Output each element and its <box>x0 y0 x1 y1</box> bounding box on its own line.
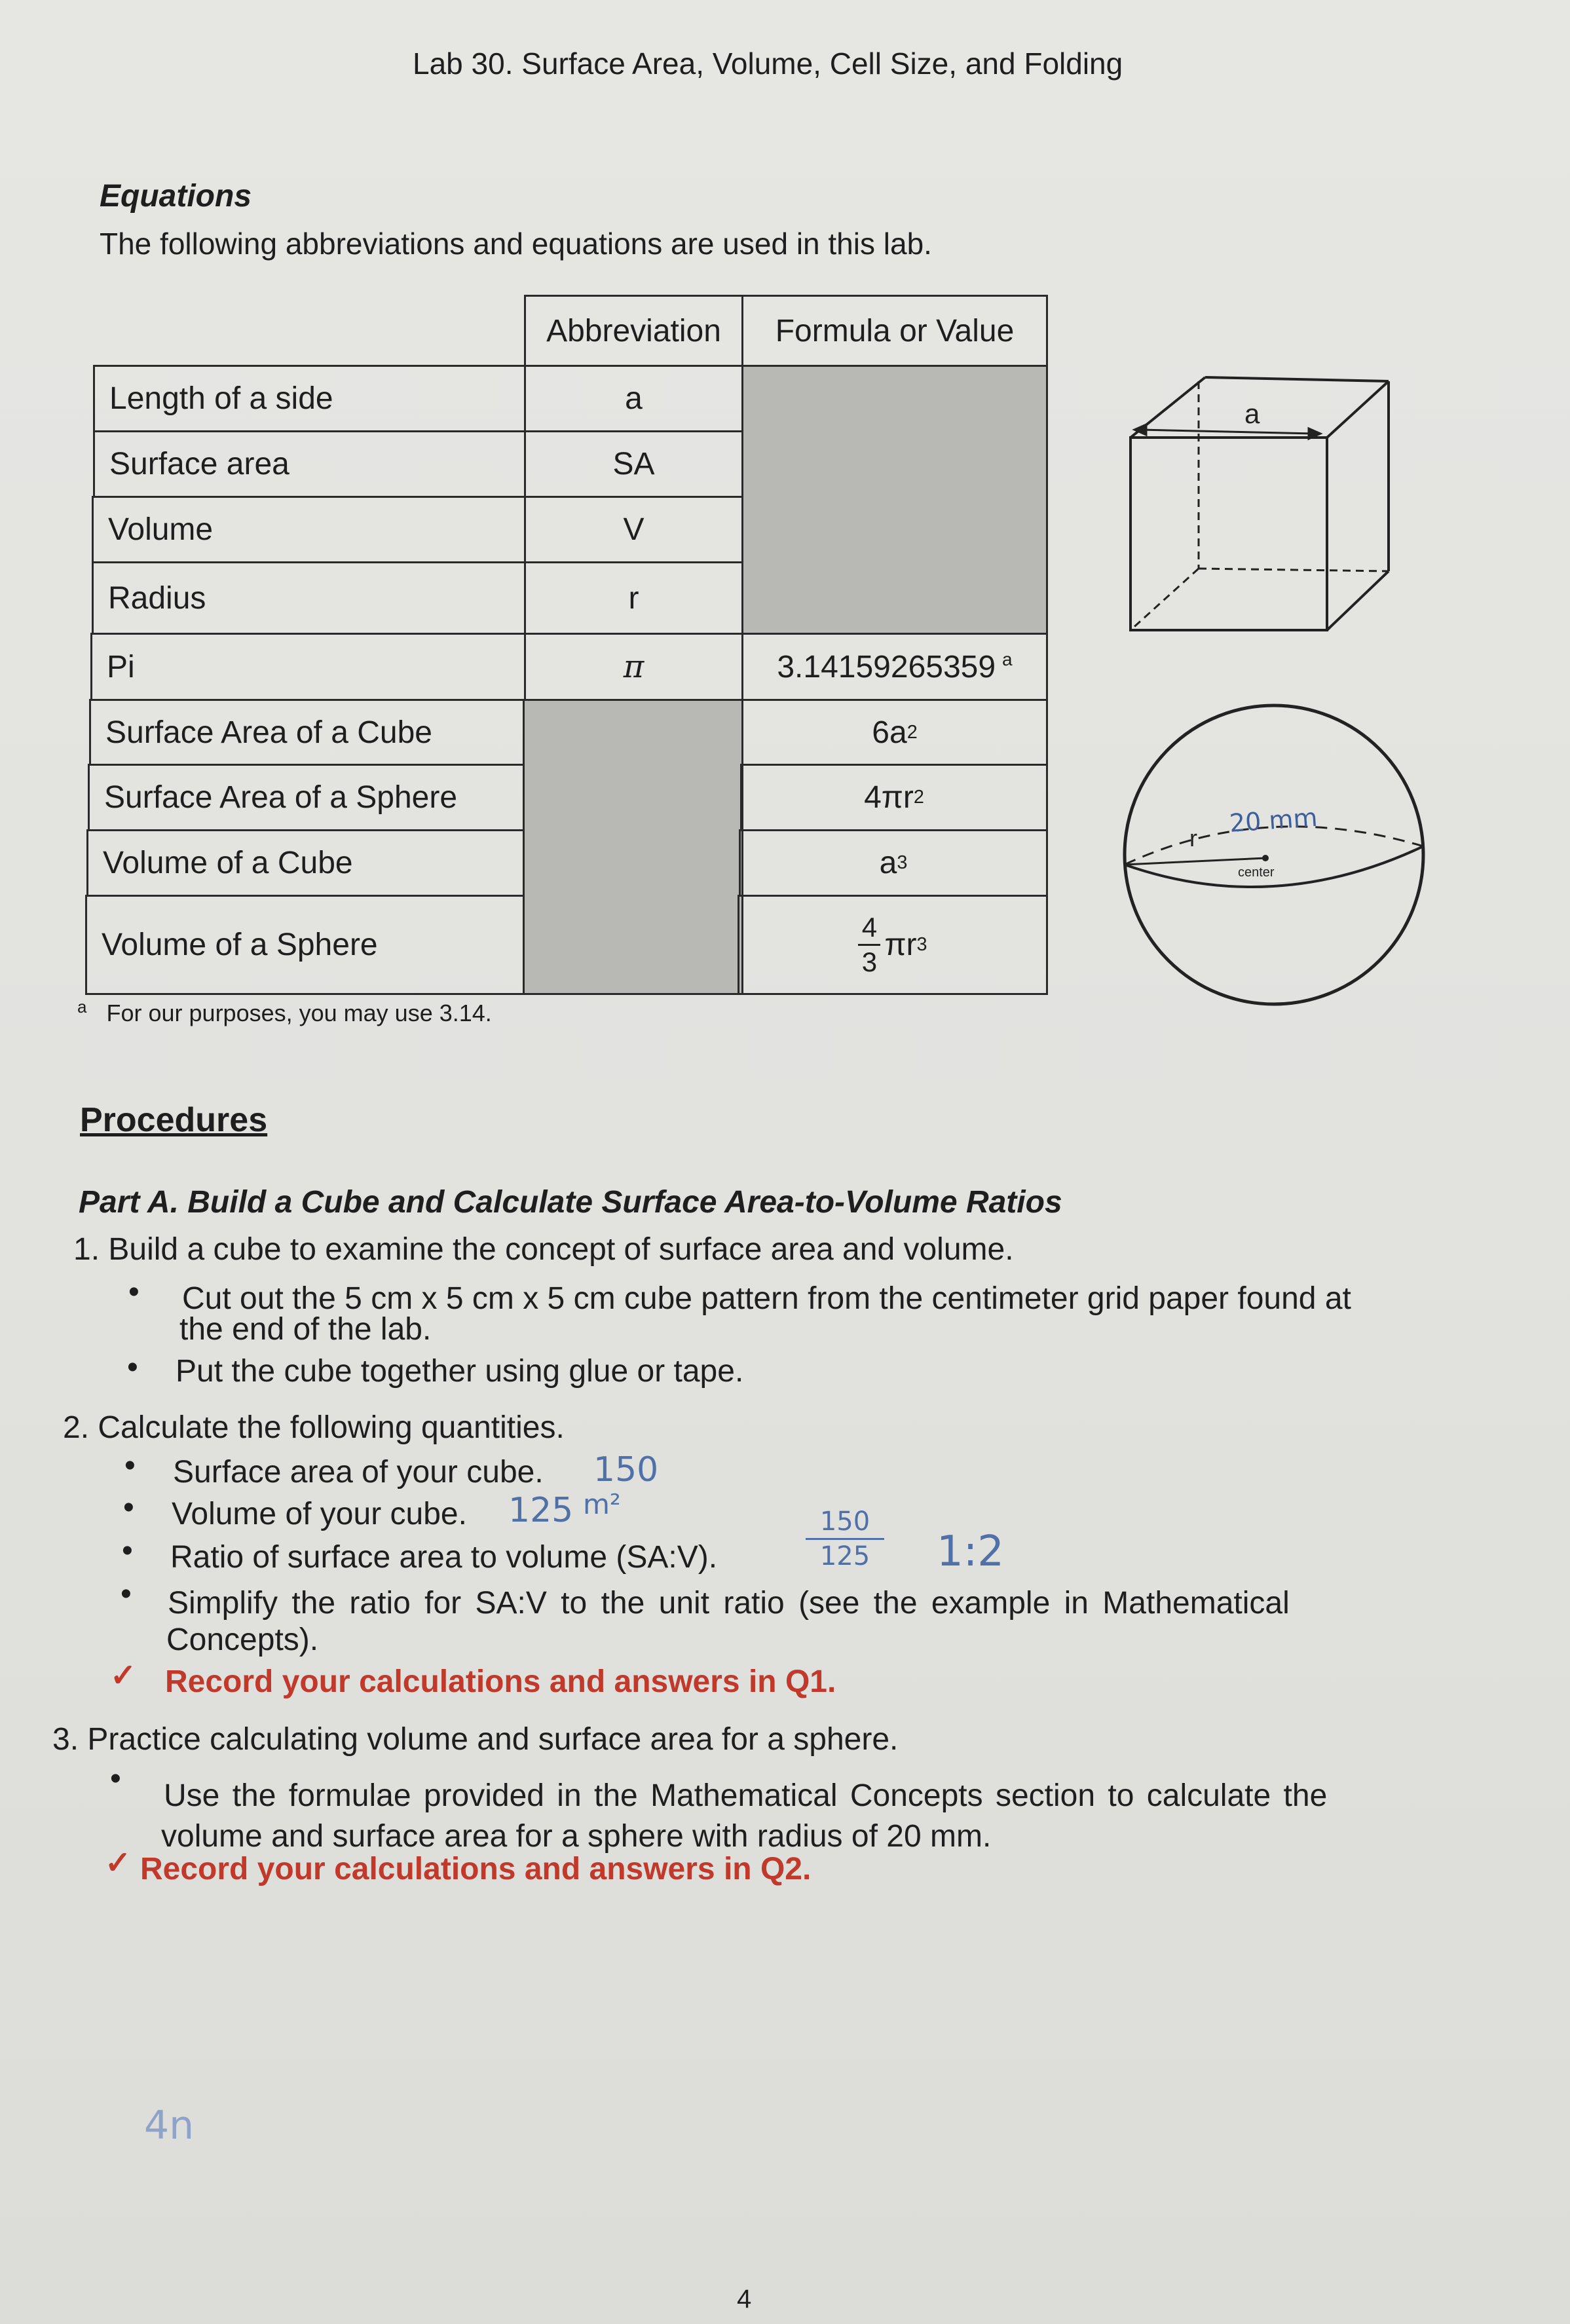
footnote-text: For our purposes, you may use 3.14. <box>106 1000 492 1026</box>
check-icon: ✓ <box>105 1846 132 1881</box>
step-2-bullet-1: Surface area of your cube. <box>173 1455 544 1490</box>
row-label-sa-cube: Surface Area of a Cube <box>89 699 525 766</box>
row-label-vol-cube: Volume of a Cube <box>86 829 525 897</box>
fraction-denominator: 3 <box>861 946 878 977</box>
step-2-bullet-2: Volume of your cube. <box>172 1497 467 1531</box>
formula-sa-cube-exp: 2 <box>906 721 918 743</box>
equations-description: The following abbreviations and equations are used in this lab. <box>100 227 932 261</box>
bullet-icon: • <box>122 1533 133 1568</box>
step-2-record: Record your calculations and answers in Q1. <box>165 1664 836 1699</box>
formula-shaded-block <box>741 365 1048 635</box>
column-header-abbreviation: Abbreviation <box>524 295 743 367</box>
row-label-radius: Radius <box>92 561 526 635</box>
cube-diagram <box>1120 367 1402 642</box>
step-2-bullet-4-line-1: Simplify the ratio for SA:V to the unit ratio (see the example in Mathematical <box>168 1586 1290 1621</box>
abbr-length: a <box>524 365 743 432</box>
column-header-formula: Formula or Value <box>741 295 1048 367</box>
page-number: 4 <box>737 2285 752 2314</box>
handwritten-ratio-denominator: 125 <box>819 1541 870 1571</box>
equations-heading: Equations <box>100 179 252 214</box>
step-3-bullet-1-line-2: volume and surface area for a sphere with radius of 20 mm. <box>161 1819 992 1854</box>
step-1-bullet-2: Put the cube together using glue or tape. <box>176 1354 744 1389</box>
fraction-numerator: 4 <box>861 912 878 943</box>
row-label-volume: Volume <box>92 496 526 563</box>
handwritten-ratio-fraction <box>806 1507 884 1571</box>
bullet-icon: • <box>127 1350 138 1385</box>
abbr-shaded-block <box>523 699 743 995</box>
handwritten-fraction-bar <box>806 1538 884 1540</box>
formula-sa-cube <box>741 699 1048 766</box>
step-3-bullet-1-line-1: Use the formulae provided in the Mathematical Concepts section to calculate the <box>164 1778 1328 1813</box>
formula-vol-cube-base: a <box>879 846 897 880</box>
step-1-bullet-1-line-2: the end of the lab. <box>179 1312 432 1347</box>
part-a-title: Part A. Build a Cube and Calculate Surface Area-to-Volume Ratios <box>79 1185 1062 1220</box>
formula-pi <box>741 633 1048 701</box>
row-label-sa-sphere: Surface Area of a Sphere <box>88 764 525 831</box>
sphere-handwritten-radius: 20 mm <box>1228 802 1318 838</box>
formula-pi-value: 3.14159265359 <box>777 649 996 684</box>
handwritten-bottom-note: 4n <box>144 2103 195 2148</box>
document-title: Lab 30. Surface Area, Volume, Cell Size, and Folding <box>413 47 1123 81</box>
fraction-four-thirds <box>858 914 880 976</box>
row-label-pi: Pi <box>90 633 526 701</box>
sphere-center-label: center <box>1238 865 1275 880</box>
formula-vol-sphere-exp: 3 <box>916 934 927 955</box>
formula-vol-cube <box>739 829 1048 897</box>
row-label-length: Length of a side <box>93 365 526 432</box>
abbr-volume: V <box>524 496 743 563</box>
step-1: 1. Build a cube to examine the concept of surface area and volume. <box>73 1232 1014 1267</box>
check-icon: ✓ <box>110 1659 137 1693</box>
sphere-diagram <box>1113 701 1434 1009</box>
abbr-surface-area: SA <box>524 430 743 498</box>
step-1-bullet-1-line-1: Cut out the 5 cm x 5 cm x 5 cm cube pattern from the centimeter grid paper found at <box>182 1281 1351 1316</box>
procedures-heading: Procedures <box>80 1101 268 1139</box>
formula-sa-sphere-exp: 2 <box>913 787 924 808</box>
handwritten-ratio-numerator: 150 <box>819 1507 870 1537</box>
footnote-marker: a <box>77 997 87 1017</box>
bullet-icon: • <box>121 1577 132 1611</box>
step-3-record: Record your calculations and answers in Q2. <box>140 1852 812 1886</box>
formula-vol-sphere <box>738 895 1048 995</box>
step-2: 2. Calculate the following quantities. <box>63 1410 565 1445</box>
bullet-icon: • <box>124 1448 136 1483</box>
handwritten-ratio-simplified: 1:2 <box>937 1527 1004 1576</box>
step-2-bullet-3: Ratio of surface area to volume (SA:V). <box>170 1540 718 1575</box>
formula-sa-cube-base: 6a <box>872 715 907 750</box>
cube-side-label: a <box>1244 398 1260 429</box>
formula-vol-cube-exp: 3 <box>897 852 908 873</box>
formula-vol-sphere-base: πr <box>884 928 917 962</box>
formula-sa-sphere-base: 4πr <box>864 780 914 815</box>
bullet-icon: • <box>123 1490 134 1525</box>
abbr-pi: π <box>524 633 743 701</box>
abbr-radius: r <box>524 561 743 635</box>
pi-footnote-marker: a <box>1002 649 1013 669</box>
step-2-bullet-4-line-2: Concepts). <box>166 1622 319 1657</box>
row-label-vol-sphere: Volume of a Sphere <box>85 895 525 995</box>
handwritten-sa-answer: 150 <box>593 1450 659 1490</box>
table-footnote <box>77 997 492 1027</box>
sphere-radius-label: r <box>1189 825 1197 852</box>
handwritten-volume-answer: 125 <box>508 1491 574 1530</box>
row-label-surface-area: Surface area <box>93 430 526 498</box>
formula-sa-sphere <box>740 764 1048 831</box>
step-3: 3. Practice calculating volume and surface area for a sphere. <box>52 1722 899 1757</box>
handwritten-volume-unit: m² <box>583 1488 621 1520</box>
bullet-icon: • <box>110 1761 121 1796</box>
bullet-icon: • <box>128 1275 140 1309</box>
fraction-bar <box>858 944 880 946</box>
